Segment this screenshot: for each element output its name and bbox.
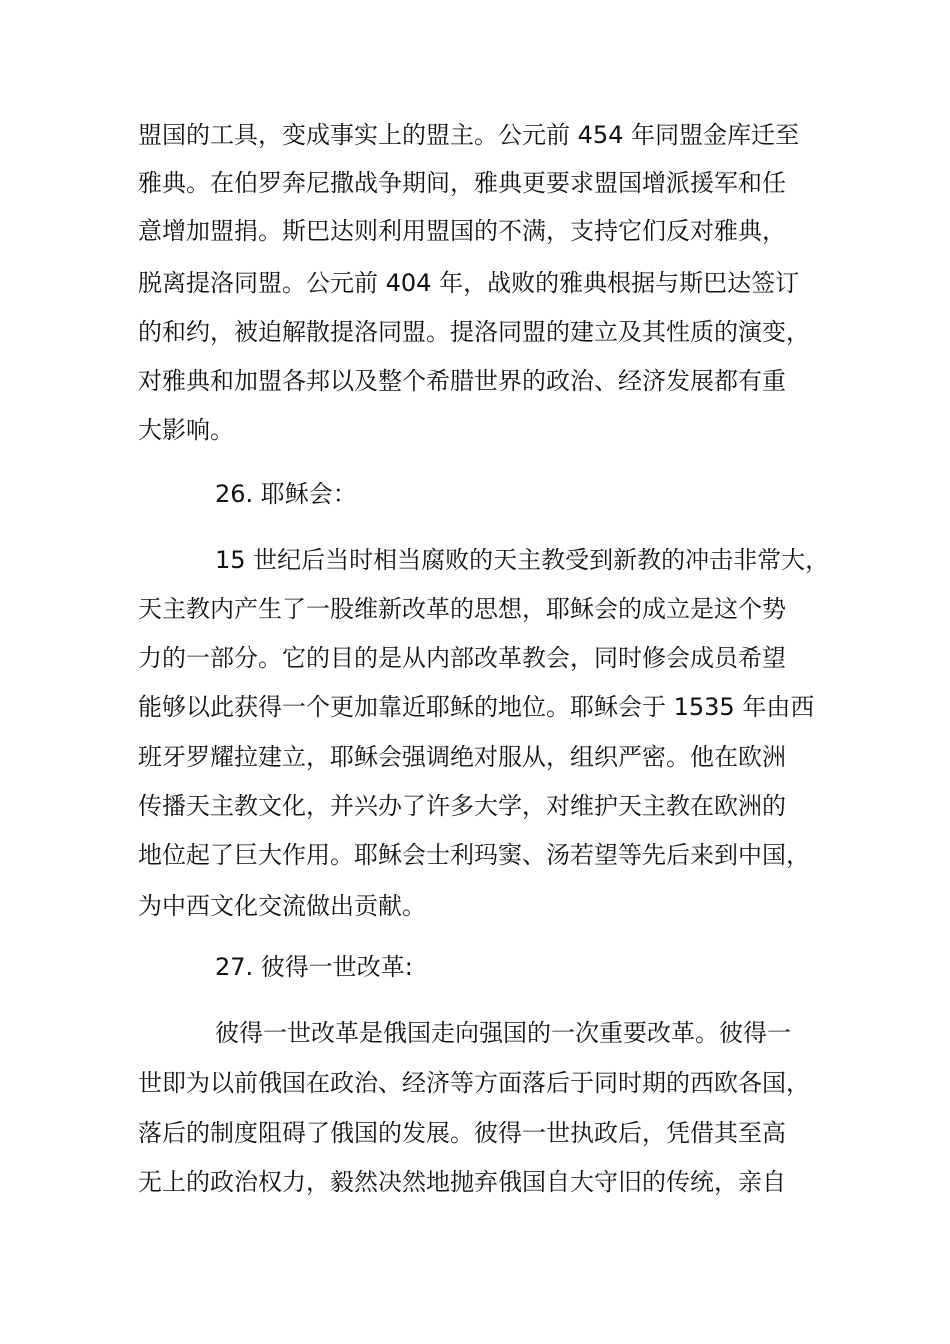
paragraph-line: 的和约，被迫解散提洛同盟。提洛同盟的建立及其性质的演变， — [138, 318, 810, 346]
paragraph-line: 能够以此获得一个更加靠近耶稣的地位。耶稣会于 1535 年由西 — [138, 693, 815, 721]
paragraph-line: 无上的政治权力，毅然决然地抛弃俄国自大守旧的传统，亲自 — [138, 1168, 786, 1196]
paragraph-line: 地位起了巨大作用。耶稣会士利玛窦、汤若望等先后来到中国， — [138, 841, 810, 869]
paragraph-line: 对雅典和加盟各邦以及整个希腊世界的政治、经济发展都有重 — [138, 367, 786, 395]
paragraph-line: 意增加盟捐。斯巴达则利用盟国的不满，支持它们反对雅典， — [138, 217, 786, 245]
paragraph-line: 力的一部分。它的目的是从内部改革教会，同时修会成员希望 — [138, 644, 786, 672]
paragraph-line: 班牙罗耀拉建立，耶稣会强调绝对服从，组织严密。他在欧洲 — [138, 743, 786, 771]
paragraph-line: 传播天主教文化，并兴办了许多大学，对维护天主教在欧洲的 — [138, 792, 786, 820]
section-heading: 26. 耶稣会： — [215, 480, 357, 508]
paragraph-line: 脱离提洛同盟。公元前 404 年，战败的雅典根据与斯巴达签订 — [138, 269, 800, 297]
paragraph-line: 为中西文化交流做出贡献。 — [138, 892, 426, 920]
section-heading: 27. 彼得一世改革: — [215, 953, 413, 981]
paragraph-line: 彼得一世改革是俄国走向强国的一次重要改革。彼得一 — [215, 1019, 791, 1047]
paragraph-line: 大影响。 — [138, 416, 234, 444]
paragraph-line: 落后的制度阻碍了俄国的发展。彼得一世执政后，凭借其至高 — [138, 1119, 786, 1147]
paragraph-line: 世即为以前俄国在政治、经济等方面落后于同时期的西欧各国， — [138, 1069, 810, 1097]
paragraph-line: 盟国的工具，变成事实上的盟主。公元前 454 年同盟金库迁至 — [138, 121, 800, 149]
paragraph-line: 15 世纪后当时相当腐败的天主教受到新教的冲击非常大， — [215, 546, 830, 574]
paragraph-line: 天主教内产生了一股维新改革的思想，耶稣会的成立是这个势 — [138, 595, 786, 623]
paragraph-line: 雅典。在伯罗奔尼撒战争期间，雅典更要求盟国增派援军和任 — [138, 169, 786, 197]
